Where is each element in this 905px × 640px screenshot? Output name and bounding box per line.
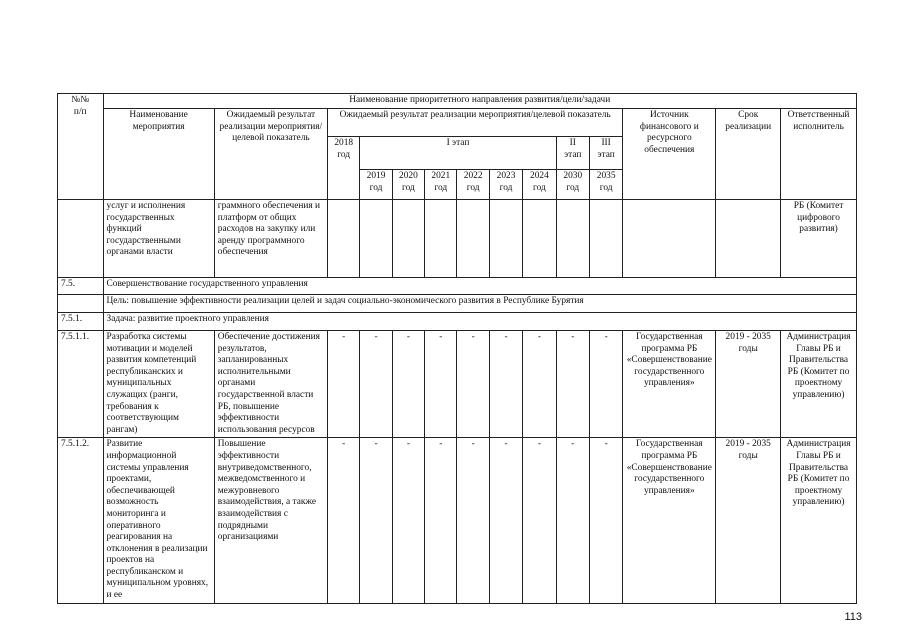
continuation-result: граммного обеспечения и платформ от общих расходов на закупку или аренду программного обеспечения bbox=[214, 200, 327, 278]
header-stage-1: I этап bbox=[360, 137, 556, 170]
row-value: - bbox=[556, 438, 589, 603]
row-value: - bbox=[392, 438, 424, 603]
header-row-2 bbox=[58, 109, 857, 137]
row-value: - bbox=[523, 331, 556, 438]
row-term: 2019 - 2035 годы bbox=[716, 331, 781, 438]
row-name: Развитие информационной системы управления проектами, обеспечивающей возможность мониторинга и оперативного реагирования на отклонения в реализации проектов на республиканском и муниципальном уровнях, и ее bbox=[103, 438, 214, 603]
row-source: Государственная программа РБ «Совершенствование государственного управления» bbox=[623, 331, 716, 438]
row-num: 7.5.1.1. bbox=[58, 331, 104, 438]
row-responsible: Администрация Главы РБ и Правительства РБ (Комитет по проектному управлению) bbox=[781, 331, 857, 438]
row-source: Государственная программа РБ «Совершенствование государственного управления» bbox=[623, 438, 716, 603]
continuation-responsible: РБ (Комитет цифрового развития) bbox=[781, 200, 857, 278]
row-value: - bbox=[556, 331, 589, 438]
row-value: - bbox=[328, 438, 360, 603]
row-num: 7.5.1.2. bbox=[58, 438, 104, 603]
row-value: - bbox=[425, 438, 457, 603]
header-year: 2022 год bbox=[457, 170, 489, 200]
header-name: Наименование мероприятия bbox=[103, 109, 214, 200]
header-year: 2024 год bbox=[523, 170, 556, 200]
row-value: - bbox=[360, 438, 392, 603]
row-value: - bbox=[589, 331, 622, 438]
task-num: 7.5.1. bbox=[58, 313, 104, 331]
row-value: - bbox=[489, 331, 522, 438]
row-value: - bbox=[328, 331, 360, 438]
header-year: 2020 год bbox=[392, 170, 424, 200]
header-stage-2: II этап bbox=[556, 137, 589, 170]
row-responsible: Администрация Главы РБ и Правительства РБ (Комитет по проектному управлению) bbox=[781, 438, 857, 603]
task-title: Задача: развитие проектного управления bbox=[103, 313, 857, 331]
row-name: Разработка системы мотивации и моделей развития компетенций республиканских и муниципальных служащих (ранги, требования к соответствующим рангам) bbox=[103, 331, 214, 438]
row-value: - bbox=[457, 331, 489, 438]
row-value: - bbox=[425, 331, 457, 438]
header-priority-direction: Наименование приоритетного направления развития/цели/задачи bbox=[103, 94, 857, 109]
header-year: 2021 год bbox=[425, 170, 457, 200]
section-title: Совершенствование государственного управления bbox=[103, 278, 857, 295]
header-num: №№ п/п bbox=[58, 94, 104, 200]
row-value: - bbox=[489, 438, 522, 603]
header-year: 2019 год bbox=[360, 170, 392, 200]
row-value: - bbox=[360, 331, 392, 438]
continuation-name: услуг и исполнения государственных функций государственными органами власти bbox=[103, 200, 214, 278]
row-result: Обеспечение достижения результатов, запланированных исполнительными органами государственной власти РБ, повышение эффективности использования ресурсов bbox=[214, 331, 327, 438]
section-num: 7.5. bbox=[58, 278, 104, 295]
header-year: 2023 год bbox=[489, 170, 522, 200]
goal-text: Цель: повышение эффективности реализации целей и задач социально-экономического развития в Республике Бурятия bbox=[103, 295, 857, 313]
row-term: 2019 - 2035 годы bbox=[716, 438, 781, 603]
header-responsible: Ответственный исполнитель bbox=[781, 109, 857, 200]
header-source: Источник финансового и ресурсного обеспечения bbox=[623, 109, 716, 200]
header-row-1 bbox=[58, 94, 857, 109]
continuation-row bbox=[58, 200, 857, 278]
header-stage-3: III этап bbox=[589, 137, 622, 170]
section-row bbox=[58, 278, 857, 295]
row-value: - bbox=[523, 438, 556, 603]
row-value: - bbox=[457, 438, 489, 603]
header-expected-result: Ожидаемый результат реализации мероприятия/целевой показатель bbox=[328, 109, 623, 137]
row-value: - bbox=[392, 331, 424, 438]
table-row bbox=[58, 331, 857, 438]
plan-table bbox=[57, 93, 857, 604]
row-value: - bbox=[589, 438, 622, 603]
task-row bbox=[58, 313, 857, 331]
header-expected-indicator: Ожидаемый результат реализации мероприятия/целевой показатель bbox=[214, 109, 327, 200]
header-year-2018: 2018 год bbox=[328, 137, 360, 200]
header-year: 2035 год bbox=[589, 170, 622, 200]
page-number: 113 bbox=[844, 611, 862, 623]
goal-row bbox=[58, 295, 857, 313]
header-term: Срок реализации bbox=[716, 109, 781, 200]
row-result: Повышение эффективности внутриведомственного, межведомственного и межуровневого взаимодействия, а также взаимодействия с подрядными организациями bbox=[214, 438, 327, 603]
table-row bbox=[58, 438, 857, 603]
header-year: 2030 год bbox=[556, 170, 589, 200]
